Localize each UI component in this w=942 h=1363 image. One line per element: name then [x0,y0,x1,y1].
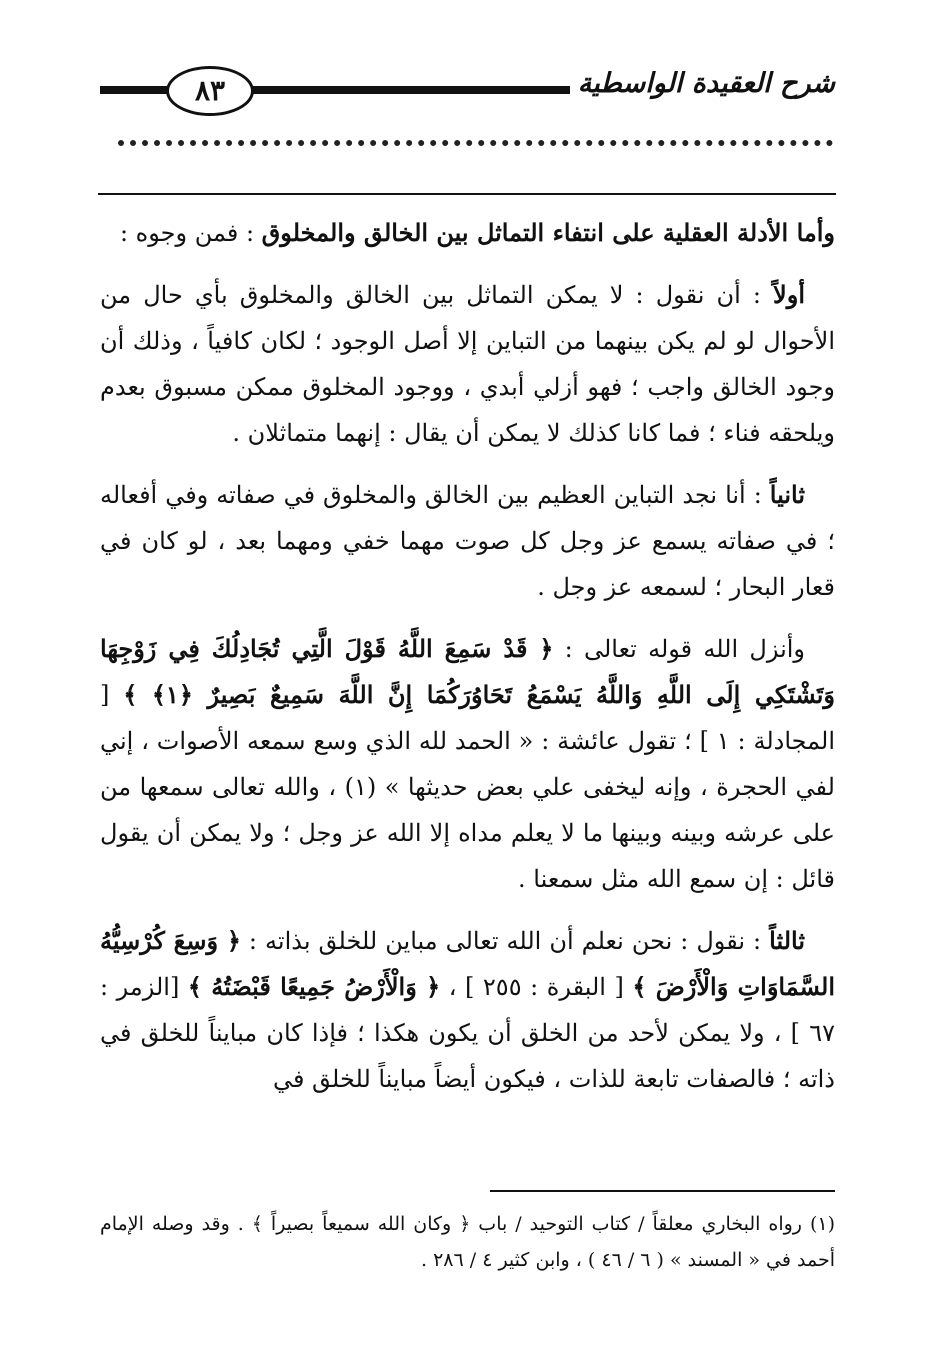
paragraph-fourth [100,918,835,1102]
page-header [100,62,835,118]
quran-verse-baqara: ﴿ وَسِعَ كُرْسِيُّهُ السَّمَاوَاتِ وَالْأَرْضَ ﴾ [100,926,835,1001]
label-first: أولاً [773,280,805,309]
label-second: ثانياً [769,480,805,509]
paragraph-third-text: [ المجادلة : ١ ] ؛ تقول عائشة : « الحمد لله الذي وسع سمعه الأصوات ، إني لفي الحجرة ، وإنه ليخفى علي بعض حديثها » (١) ، والله تعالى سمعها من على عرشه وبينه وبينها ما لا يعلم مداه إلا الله عز وجل ؛ ولا يمكن أن يقول قائل : إن سمع الله مثل سمعنا . [100,681,836,893]
page-number: ٨٣ [166,66,254,116]
quran-verse-zumar: ﴿ وَالْأَرْضُ جَمِيعًا قَبْضَتُهُ ﴾ [187,972,441,1001]
paragraph-second-text: : أنا نجد التباين العظيم بين الخالق والمخلوق في صفاته وفي أفعاله ؛ في صفاته يسمع عز وجل كل صوت مهما خفي ومهما بعد ، لو كان في قعار البحار ؛ لسمعه عز وجل . [100,481,835,601]
paragraph-first [100,272,835,456]
intro-heading: وأما الأدلة العقلية على انتفاء التماثل بين الخالق والمخلوق [261,218,835,247]
paragraph-second [100,472,835,610]
page-body [100,210,835,1118]
label-third: ثالثاً [769,926,805,955]
intro-paragraph [100,210,835,256]
intro-rest: : فمن وجوه : [119,219,262,247]
top-rule [98,193,836,195]
paragraph-fourth-text: [الزمر : ٦٧ ] ، ولا يمكن لأحد من الخلق أن يكون هكذا ؛ فإذا كان مبايناً للخلق في ذاته ؛ فالصفات تابعة للذات ، فيكون أيضاً مبايناً للخلق في [100,973,835,1093]
dotted-divider [118,140,833,146]
quran-verse-mujadila: ﴿ قَدْ سَمِعَ اللَّهُ قَوْلَ الَّتِي تُجَادِلُكَ فِي زَوْجِهَا وَتَشْتَكِي إِلَى اللَّهِ وَاللَّهُ يَسْمَعُ تَحَاوُرَكُمَا إِنَّ اللَّهَ سَمِيعٌ بَصِيرٌ ﴿١﴾ ﴾ [100,634,835,709]
paragraph-first-text: : أن نقول : لا يمكن التماثل بين الخالق والمخلوق بأي حال من الأحوال لو لم يكن بينهما من التباين إلا أصل الوجود ؛ لكان كافياً ، وذلك أن وجود الخالق واجب ؛ فهو أزلي أبدي ، ووجود المخلوق ممكن مسبوق بعدم ويلحقه فناء ؛ فما كانا كذلك لا يمكن أن يقال : إنهما متماثلان . [100,281,835,447]
reference-baqara: [ البقرة : ٢٥٥ ] ، [440,973,633,1001]
footnote-rule [490,1190,835,1192]
paragraph-third-lead: وأنزل الله قوله تعالى : [553,635,806,663]
book-title: شرح العقيدة الواسطية [570,68,835,99]
footnote: (١) رواه البخاري معلقاً / كتاب التوحيد / باب ﴿ وكان الله سميعاً بصيراً ﴾ . وقد وصله الإمام أحمد في « المسند » ( ٦ / ٤٦ ) ، وابن كثير ٤ / ٢٨٦ . [100,1213,835,1271]
header-rule-left [100,86,170,94]
paragraph-third [100,626,835,902]
paragraph-fourth-lead: : نقول : نحن نعلم أن الله تعالى مباين للخلق بذاته : [240,927,770,955]
